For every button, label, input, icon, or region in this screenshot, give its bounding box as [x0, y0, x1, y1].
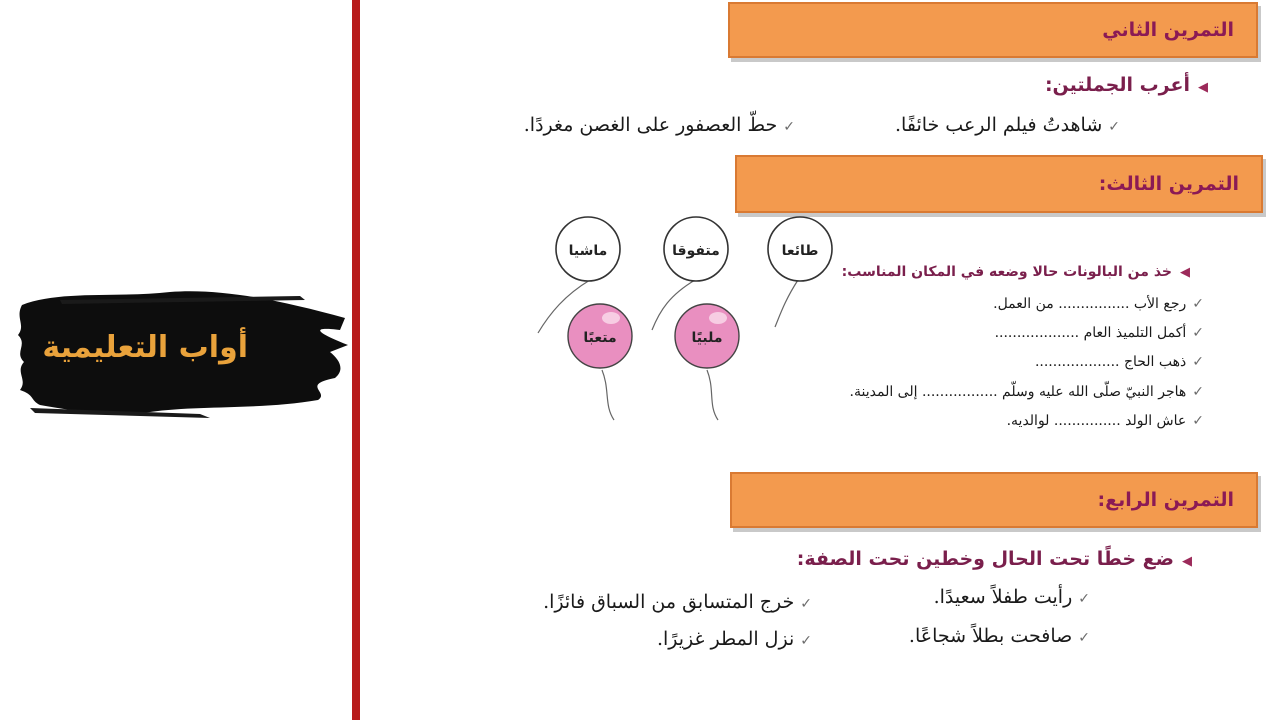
checkmark-icon: ✓: [1192, 384, 1204, 400]
balloon-string: [602, 370, 614, 420]
checkmark-icon: ✓: [1078, 591, 1090, 607]
checkmark-icon: ✓: [800, 633, 812, 649]
sidebar-panel: [0, 0, 352, 720]
exercise3-instruction: [842, 264, 1190, 280]
checkmark-icon: ✓: [1108, 119, 1120, 135]
sentence-text: نزل المطر غزيرًا.: [656, 628, 795, 650]
exercise3-sentence-5: [1007, 413, 1204, 429]
balloon-icon: [568, 304, 632, 368]
exercise3-sentence-4: [850, 384, 1204, 400]
exercise4-sentence-1: [934, 586, 1090, 608]
exercise4-title-banner: [730, 472, 1258, 528]
exercise3-instruction-text: خذ من البالونات حالا وضعه في المكان المناسب:: [841, 264, 1172, 280]
sentence-text: رأيت طفلاً سعيدًا.: [933, 586, 1073, 608]
balloon-label: متفوقا: [672, 243, 720, 259]
sentence-text: هاجر النبيّ صلّى الله عليه وسلّم ................. إلى المدينة.: [849, 384, 1187, 400]
exercise4-sentence-4: [657, 628, 812, 650]
checkmark-icon: ✓: [1192, 325, 1204, 341]
triangle-bullet-icon: ◀: [1198, 80, 1208, 95]
balloon-label: متعبًا: [583, 330, 617, 346]
sidebar-divider-bar: [352, 0, 360, 720]
balloon-icon: [768, 217, 832, 281]
balloon-label: ملبيًا: [691, 330, 723, 346]
sentence-text: أكمل التلميذ العام ...................: [994, 325, 1187, 341]
exercise3-sentence-3: [1035, 354, 1204, 370]
exercise2-title-banner: [728, 2, 1258, 58]
balloon-icon: [556, 217, 620, 281]
balloon-label: ماشيا: [568, 243, 608, 259]
balloon-string: [707, 370, 718, 420]
sentence-text: ذهب الحاج ...................: [1034, 354, 1187, 370]
balloons-illustration: [530, 215, 850, 430]
exercise2-sentence-2: [524, 114, 795, 136]
exercise4-instruction: [797, 548, 1192, 570]
exercise4-instruction-text: ضع خطًا تحت الحال وخطين تحت الصفة:: [796, 548, 1174, 570]
exercise2-title: التمرين الثاني: [1102, 19, 1234, 41]
checkmark-icon: ✓: [1192, 413, 1204, 429]
sentence-text: شاهدتُ فيلم الرعب خائفًا.: [895, 114, 1103, 136]
checkmark-icon: ✓: [1192, 296, 1204, 312]
balloon-label: طائعا: [781, 243, 819, 259]
exercise2-sentence-1: [895, 114, 1120, 136]
balloon-icon: [675, 304, 739, 368]
checkmark-icon: ✓: [800, 596, 812, 612]
sentence-text: عاش الولد ............... لوالديه.: [1006, 413, 1187, 429]
exercise3-title: التمرين الثالث:: [1098, 173, 1239, 195]
checkmark-icon: ✓: [783, 119, 795, 135]
balloon-string: [775, 280, 798, 327]
logo-text: أواب التعليمية: [42, 330, 248, 365]
balloon-icon: [664, 217, 728, 281]
exercise3-title-banner: [735, 155, 1263, 213]
checkmark-icon: ✓: [1192, 354, 1204, 370]
triangle-bullet-icon: ◀: [1180, 265, 1190, 280]
exercise2-instruction-text: أعرب الجملتين:: [1044, 74, 1190, 96]
exercise4-sentence-3: [909, 625, 1090, 647]
exercise3-sentence-2: [995, 325, 1204, 341]
sentence-text: رجع الأب ................ من العمل.: [993, 296, 1187, 312]
checkmark-icon: ✓: [1078, 630, 1090, 646]
triangle-bullet-icon: ◀: [1182, 554, 1192, 569]
sentence-text: خرج المتسابق من السباق فائزًا.: [543, 591, 795, 613]
exercise4-sentence-2: [543, 591, 812, 613]
exercise2-instruction: [1045, 74, 1208, 96]
sentence-text: صافحت بطلاً شجاعًا.: [908, 625, 1073, 647]
exercise4-title: التمرين الرابع:: [1097, 489, 1234, 511]
exercise3-sentence-1: [993, 296, 1204, 312]
sentence-text: حطّ العصفور على الغصن مغردًا.: [523, 114, 778, 136]
